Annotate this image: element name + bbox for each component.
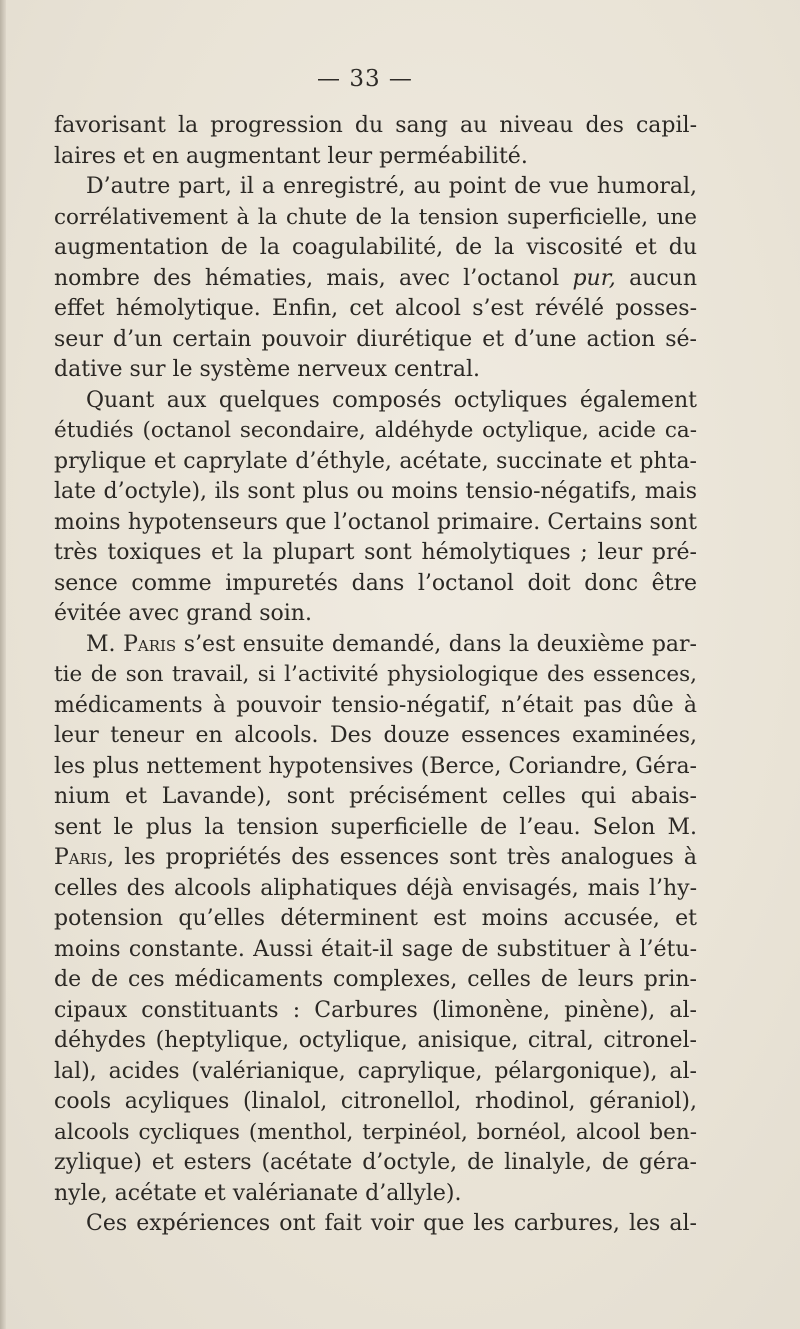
text-line: médicaments à pouvoir tensio-négatif, n’était pas dûe à <box>54 692 697 718</box>
text-line: sent le plus la tension superficielle de l’eau. Selon M. <box>54 814 697 840</box>
text-line: prylique et caprylate d’éthyle, acétate, succinate et phta- <box>54 448 697 474</box>
text-line: D’autre part, il a enregistré, au point de vue humoral, <box>86 174 697 199</box>
page-number: — 33 — <box>317 66 413 92</box>
text-line: M. Paris s’est ensuite demandé, dans la deuxième par- <box>86 631 697 657</box>
text-line: nyle, acétate et valérianate d’allyle). <box>54 1180 462 1206</box>
text-line: tie de son travail, si l’activité physiologique des essences, <box>54 662 697 687</box>
text-line: moins hypotenseurs que l’octanol primaire. Certains sont <box>54 509 697 535</box>
text-line: leur teneur en alcools. Des douze essences examinées, <box>54 723 697 748</box>
text-line: nium et Lavande), sont précisément celles qui abais- <box>54 784 697 809</box>
text-line: Ces expériences ont fait voir que les carbures, les al- <box>86 1211 697 1236</box>
text-line: celles des alcools aliphatiques déjà envisagés, mais l’hy- <box>54 875 697 901</box>
author-name-smallcaps: Paris <box>54 845 108 870</box>
text-line: les plus nettement hypotensives (Berce, Coriandre, Géra- <box>54 753 697 779</box>
text-line: effet hémolytique. Enfin, cet alcool s’est révélé posses- <box>54 296 697 321</box>
text-line: lal), acides (valérianique, caprylique, pélargonique), al- <box>54 1058 697 1084</box>
text-line: Paris, les propriétés des essences sont très analogues à <box>54 845 697 870</box>
text-line: augmentation de la coagulabilité, de la viscosité et du <box>54 235 697 260</box>
text-line: de de ces médicaments complexes, celles de leurs prin- <box>54 967 697 992</box>
text-line: nombre des hématies, mais, avec l’octanol pur, aucun <box>54 265 698 291</box>
body-text <box>54 111 697 1240</box>
text-line: corrélativement à la chute de la tension superficielle, une <box>54 204 697 230</box>
text-line: late d’octyle), ils sont plus ou moins tensio-négatifs, mais <box>54 479 697 504</box>
text-line: cools acyliques (linalol, citronellol, rhodinol, géraniol), <box>54 1089 697 1114</box>
text-line: seur d’un certain pouvoir diurétique et d’une action sé- <box>54 326 697 352</box>
text-line: cipaux constituants : Carbures (limonène, pinène), al- <box>54 997 697 1023</box>
text-line: très toxiques et la plupart sont hémolytiques ; leur pré- <box>54 540 697 565</box>
text-line: déhydes (heptylique, octylique, anisique, citral, citronel- <box>54 1028 697 1053</box>
author-name-smallcaps: Paris <box>123 631 177 657</box>
text-line: évitée avec grand soin. <box>54 601 312 626</box>
text-line: potension qu’elles déterminent est moins accusée, et <box>54 906 697 931</box>
italic-word: pur, <box>572 265 616 291</box>
text-line: dative sur le système nerveux central. <box>54 357 481 382</box>
text-line: étudiés (octanol secondaire, aldéhyde octylique, acide ca- <box>54 418 697 443</box>
text-line: favorisant la progression du sang au niveau des capil- <box>54 113 697 138</box>
text-line: moins constante. Aussi était-il sage de substituer à l’étu- <box>54 936 697 962</box>
text-line: alcools cycliques (menthol, terpinéol, bornéol, alcool ben- <box>54 1119 697 1145</box>
text-line: Quant aux quelques composés octyliques également <box>86 387 697 413</box>
text-line: sence comme impuretés dans l’octanol doit donc être <box>54 570 697 596</box>
text-line: laires et en augmentant leur perméabilité. <box>54 143 528 169</box>
page-binding-edge <box>0 0 6 1329</box>
text-line: zylique) et esters (acétate d’octyle, de linalyle, de géra- <box>54 1150 697 1175</box>
